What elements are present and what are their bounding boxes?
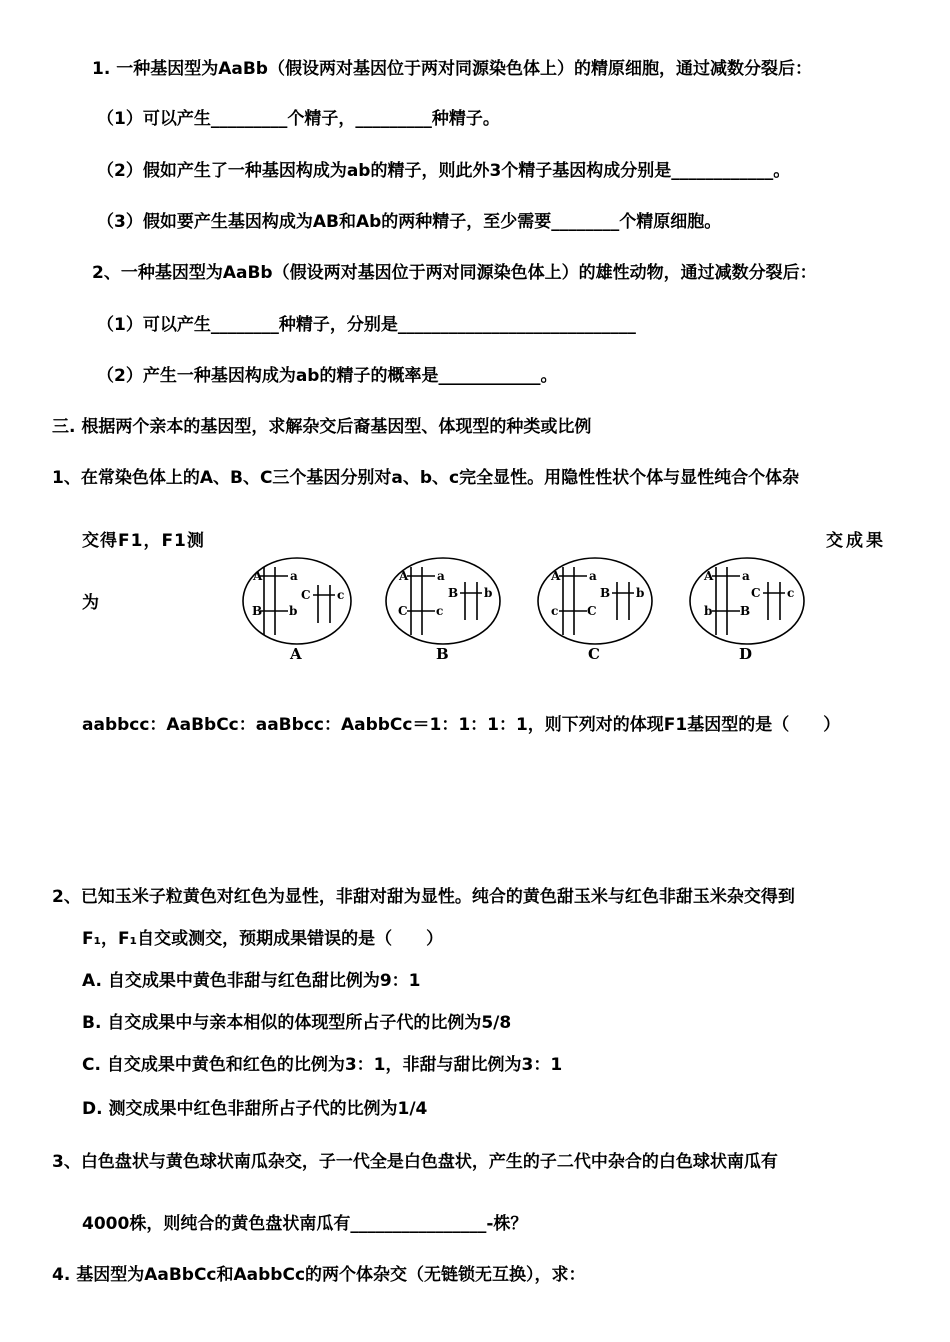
s3-q1-line2-right: 交成果 <box>826 531 886 551</box>
cell-a-svg <box>240 555 356 665</box>
q1-part1: （1）可以产生_________个精子，_________种精子。 <box>97 109 500 129</box>
s3-q1-line2-left: 交得F1，F1测 <box>82 531 205 551</box>
cell-d-gene-br: B <box>740 604 751 618</box>
cell-c-label: C <box>588 645 600 663</box>
q1-part2: （2）假如产生了一种基因构成为ab的精子，则此外3个精子基因构成分别是____________。 <box>97 161 791 181</box>
s3-q2-line1: 2、已知玉米子粒黄色对红色为显性，非甜对甜为显性。纯合的黄色甜玉米与红色非甜玉米杂交得到 <box>52 887 795 907</box>
cell-b-gene-tr: a <box>437 569 445 583</box>
s3-q2-option-d: D. 测交成果中红色非甜所占子代的比例为1/4 <box>82 1099 428 1119</box>
q1-part3: （3）假如要产生基因构成为AB和Ab的两种精子，至少需要________个精原细胞。 <box>97 212 722 232</box>
cell-a-gene-br: b <box>289 604 298 618</box>
cell-c-svg <box>535 555 655 665</box>
s3-q1-line4: aabbcc：AaBbCc：aaBbcc：AabbCc＝1：1：1：1，则下列对的体现F1基因型的是（ ） <box>82 715 841 735</box>
s3-q2-option-a: A. 自交成果中黄色非甜与红色甜比例为9：1 <box>82 971 421 991</box>
cell-diagram-c <box>535 555 655 665</box>
cell-c-gene-bl: c <box>551 604 559 618</box>
cell-d-svg <box>686 555 808 665</box>
q2-stem: 2、一种基因型为AaBb（假设两对基因位于两对同源染色体上）的雄性动物，通过减数分裂后： <box>92 263 817 283</box>
cell-a-gene-rr: c <box>337 588 345 602</box>
s3-q4-line1: 4. 基因型为AaBbCc和AabbCc的两个体杂交（无链锁无互换），求： <box>52 1265 586 1285</box>
s3-q1-line1: 1、在常染色体上的A、B、C三个基因分别对a、b、c完全显性。用隐性性状个体与显性纯合个体杂 <box>52 468 800 488</box>
cell-d-gene-tr: a <box>742 569 750 583</box>
s3-q1-line3: 为 <box>82 593 99 613</box>
cell-c-gene-br: C <box>587 604 597 618</box>
q2-part2: （2）产生一种基因构成为ab的精子的概率是____________。 <box>97 366 558 386</box>
q1-stem: 1. 一种基因型为AaBb（假设两对基因位于两对同源染色体上）的精原细胞，通过减数分裂后： <box>92 59 812 79</box>
cell-c-gene-tr: a <box>589 569 597 583</box>
cell-diagram-b <box>383 555 503 665</box>
cell-c-gene-rr: b <box>636 586 645 600</box>
cell-b-gene-tl: A <box>399 569 409 583</box>
cell-b-gene-br: c <box>436 604 444 618</box>
s3-q2-line2: F₁，F₁自交或测交，预期成果错误的是（ ） <box>82 929 444 949</box>
cell-d-gene-bl: b <box>704 604 713 618</box>
s3-q3-line2: 4000株，则纯合的黄色盘状南瓜有________________-株？ <box>82 1214 528 1234</box>
cell-a-gene-rl: C <box>301 588 311 602</box>
cell-a-label: A <box>290 645 302 663</box>
cell-a-gene-tl: A <box>253 569 263 583</box>
cell-a-gene-tr: a <box>290 569 298 583</box>
cell-diagram-a <box>240 555 356 665</box>
cell-d-gene-rr: c <box>787 586 795 600</box>
cell-d-gene-tl: A <box>704 569 714 583</box>
cell-b-svg <box>383 555 503 665</box>
cell-b-label: B <box>436 645 449 663</box>
s3-q3-line1: 3、白色盘状与黄色球状南瓜杂交，子一代全是白色盘状，产生的子二代中杂合的白色球状南瓜有 <box>52 1152 778 1172</box>
section3-title: 三. 根据两个亲本的基因型，求解杂交后裔基因型、体现型的种类或比例 <box>52 417 592 437</box>
cell-c-gene-tl: A <box>551 569 561 583</box>
cell-b-gene-rr: b <box>484 586 493 600</box>
cell-a-gene-bl: B <box>252 604 263 618</box>
cell-b-gene-bl: C <box>398 604 408 618</box>
s3-q2-option-c: C. 自交成果中黄色和红色的比例为3：1，非甜与甜比例为3：1 <box>82 1055 563 1075</box>
cell-d-label: D <box>739 645 753 663</box>
q2-part1: （1）可以产生________种精子，分别是____________________________ <box>97 315 636 335</box>
s3-q2-option-b: B. 自交成果中与亲本相似的体现型所占子代的比例为5/8 <box>82 1013 512 1033</box>
cell-d-gene-rl: C <box>751 586 761 600</box>
cell-b-gene-rl: B <box>448 586 459 600</box>
cell-c-gene-rl: B <box>600 586 611 600</box>
cell-diagram-d <box>686 555 808 665</box>
